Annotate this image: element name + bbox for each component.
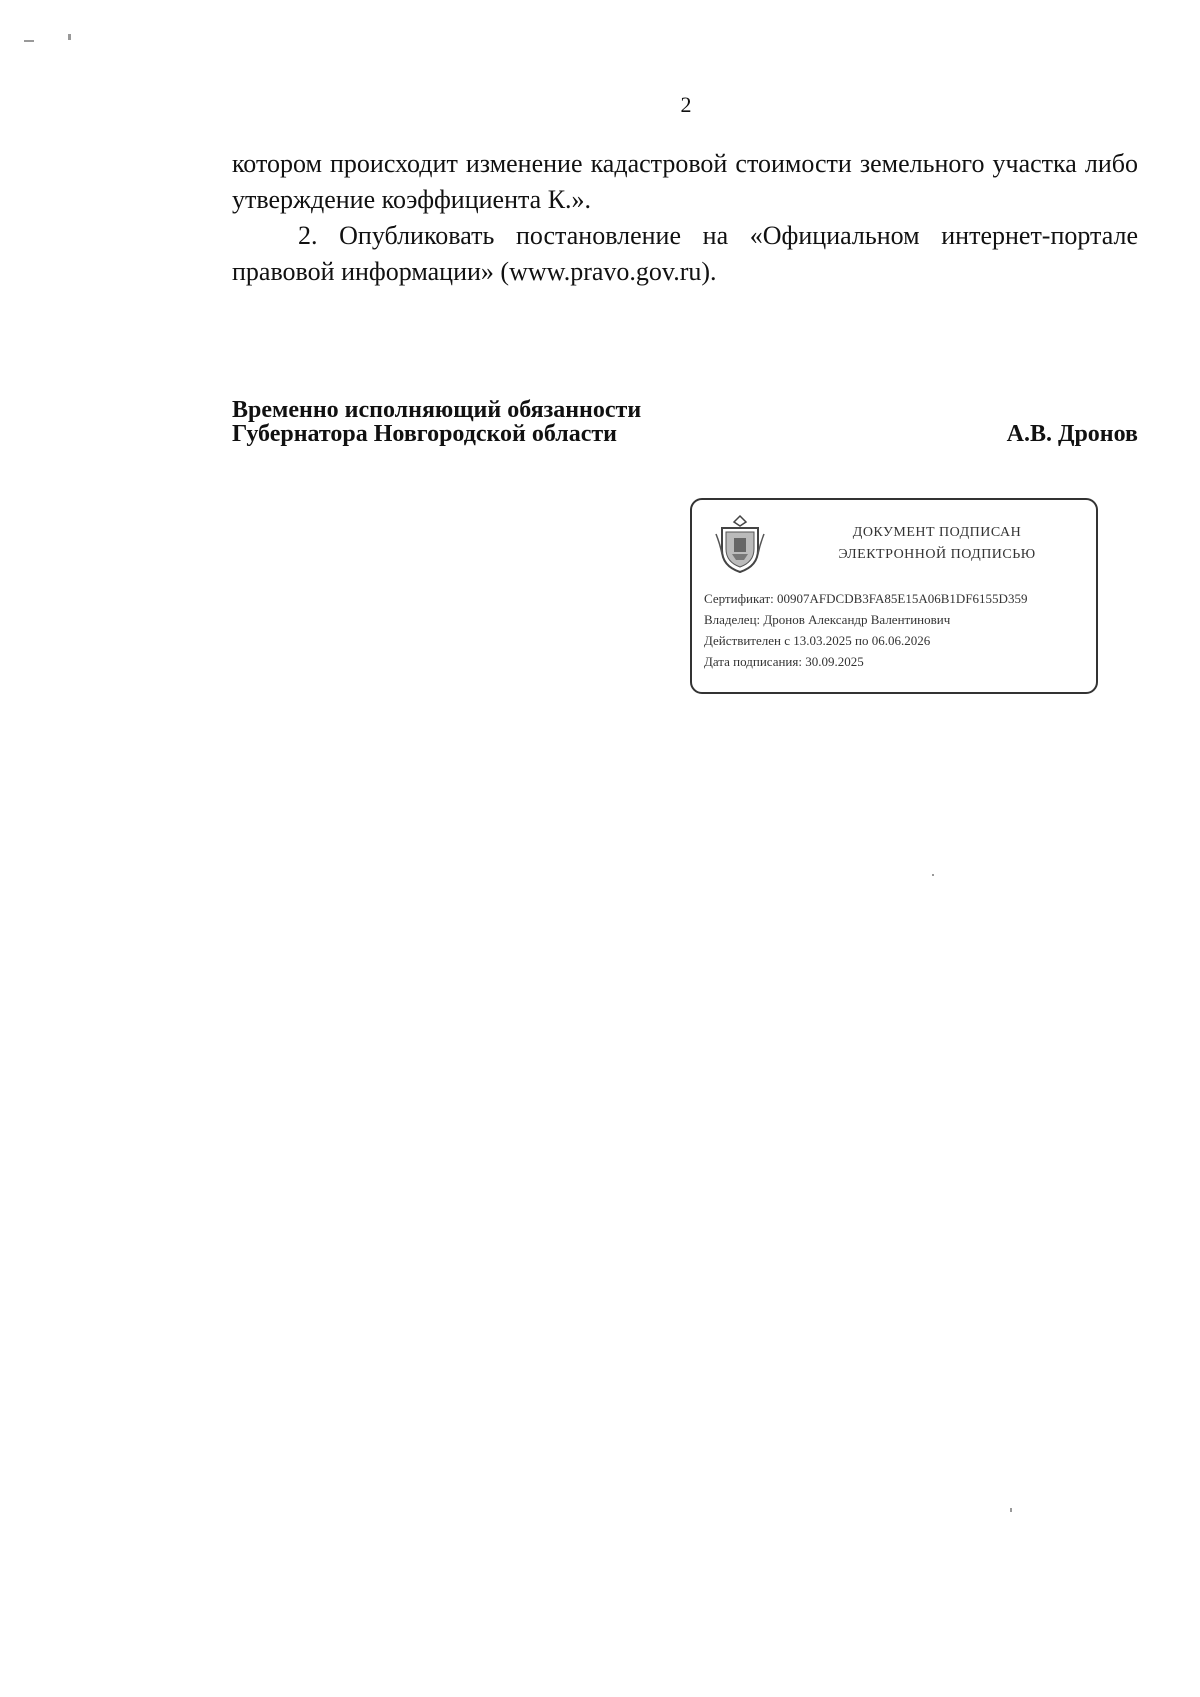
- stamp-header: [792, 522, 1082, 566]
- stamp-validity: Действителен с 13.03.2025 по 06.06.2026: [704, 633, 931, 648]
- scan-speck: [1010, 1508, 1012, 1512]
- signatory-title-line1: Временно исполняющий обязанности: [232, 397, 642, 423]
- stamp-details: [704, 588, 1027, 672]
- stamp-signing-date: Дата подписания: 30.09.2025: [704, 654, 864, 669]
- scan-speck: [24, 40, 34, 42]
- scan-speck: [932, 874, 934, 876]
- page-number: 2: [680, 92, 692, 117]
- electronic-signature-stamp: [690, 498, 1098, 694]
- stamp-owner: Владелец: Дронов Александр Валентинович: [704, 612, 951, 627]
- scan-speck: [68, 34, 71, 40]
- signatory-name: А.В. Дронов: [1006, 421, 1138, 447]
- paragraph-continuation: котором происходит изменение кадастровой стоимости земельного участка либо утверждение коэффициента К.».: [232, 149, 1138, 214]
- stamp-header-line2: ЭЛЕКТРОННОЙ ПОДПИСЬЮ: [838, 547, 1036, 562]
- signatory-title-line2: Губернатора Новгородской области: [232, 421, 618, 447]
- stamp-header-line1: ДОКУМЕНТ ПОДПИСАН: [852, 525, 1022, 540]
- signatory-title: [232, 398, 641, 446]
- document-body: [232, 146, 1138, 290]
- coat-of-arms-icon: [714, 514, 766, 574]
- paragraph-publication: 2. Опубликовать постановление на «Официальном интернет-портале правовой информации» (www.pravo.gov.ru).: [232, 221, 1138, 286]
- stamp-certificate: Сертификат: 00907AFDCDB3FA85E15A06B1DF6155D359: [704, 591, 1028, 606]
